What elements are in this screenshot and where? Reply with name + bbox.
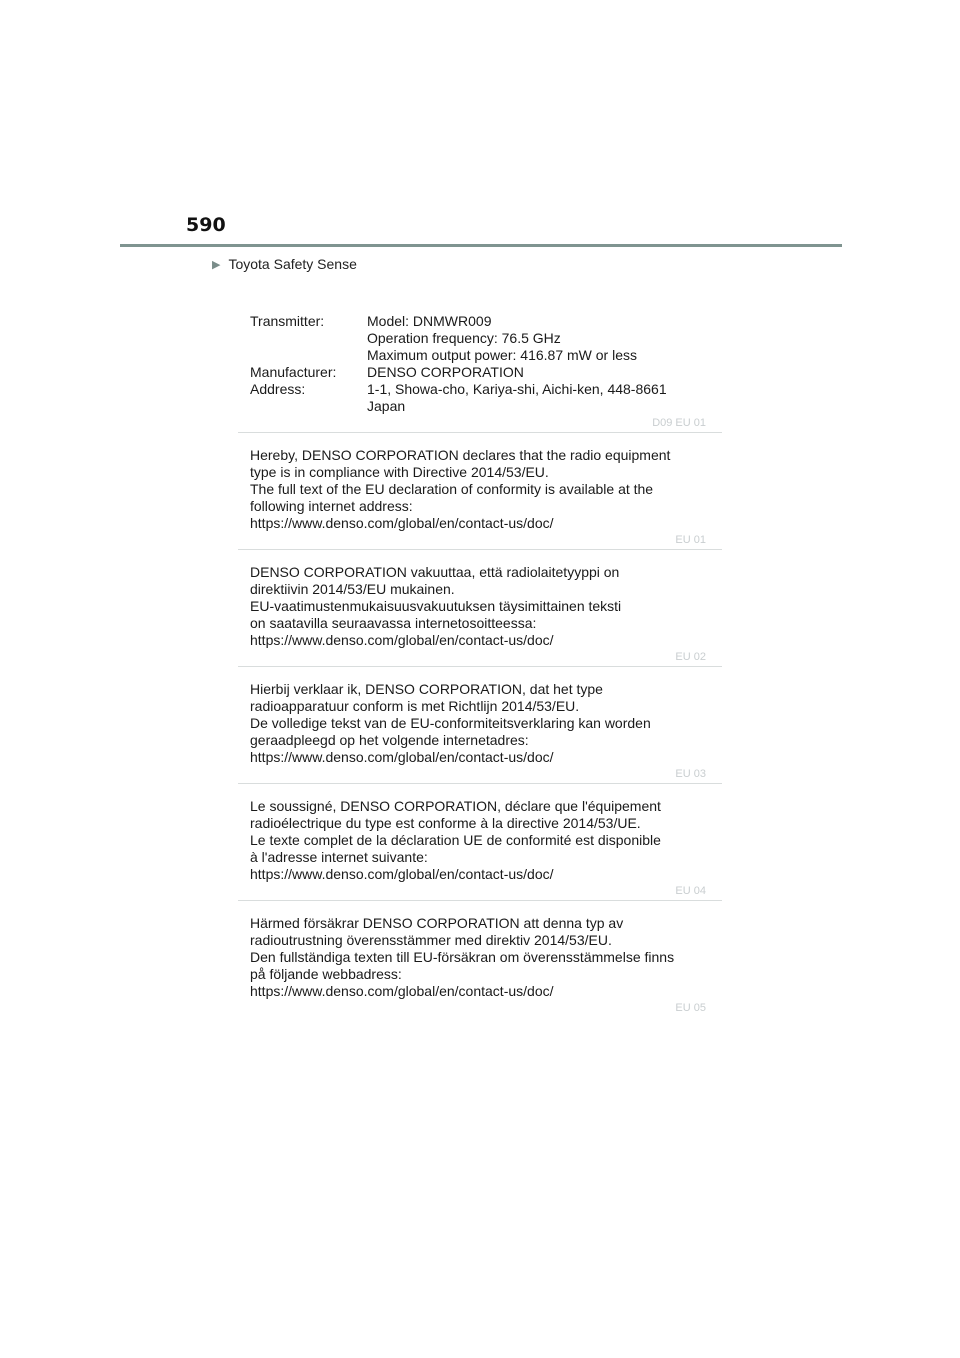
declaration-line: https://www.denso.com/global/en/contact-us/doc/ xyxy=(250,515,554,531)
spec-line: Japan xyxy=(367,398,406,414)
spec-line: Model: DNMWR009 xyxy=(367,313,492,329)
declaration-line: på följande webbadress: xyxy=(250,966,402,982)
section-divider xyxy=(238,666,722,667)
declaration-line: Le soussigné, DENSO CORPORATION, déclare que l'équipement xyxy=(250,798,661,814)
spec-value xyxy=(367,313,720,364)
declaration-block xyxy=(250,564,720,667)
spec-label: Transmitter: xyxy=(250,313,325,329)
spec-value xyxy=(367,381,720,415)
spec-line: DENSO CORPORATION xyxy=(367,364,524,380)
declaration-line: https://www.denso.com/global/en/contact-us/doc/ xyxy=(250,749,554,765)
declaration-line: EU-vaatimustenmukaisuusvakuutuksen täysimittainen teksti xyxy=(250,598,622,614)
declaration-line: à l'adresse internet suivante: xyxy=(250,849,428,865)
section-heading xyxy=(212,256,357,272)
declaration-block xyxy=(250,798,720,901)
reference-code: EU 04 xyxy=(675,885,706,897)
declaration-line: Hierbij verklaar ik, DENSO CORPORATION, dat het type xyxy=(250,681,603,697)
reference-code: EU 02 xyxy=(675,651,706,663)
reference-code: EU 01 xyxy=(675,534,706,546)
declaration-line: https://www.denso.com/global/en/contact-us/doc/ xyxy=(250,983,554,999)
reference-code: EU 03 xyxy=(675,768,706,780)
declaration-block xyxy=(250,915,720,1015)
declaration-line: direktiivin 2014/53/EU mukainen. xyxy=(250,581,455,597)
spec-row xyxy=(250,313,720,364)
spec-value xyxy=(367,364,720,381)
section-divider xyxy=(238,549,722,550)
section-divider xyxy=(238,900,722,901)
declaration-line: The full text of the EU declaration of conformity is available at the xyxy=(250,481,654,497)
section-divider xyxy=(238,432,722,433)
declaration-block xyxy=(250,681,720,784)
section-title: Toyota Safety Sense xyxy=(228,256,357,272)
spec-line: Operation frequency: 76.5 GHz xyxy=(367,330,561,346)
declaration-line: https://www.denso.com/global/en/contact-us/doc/ xyxy=(250,866,554,882)
declaration-line: on saatavilla seuraavassa internetosoitteessa: xyxy=(250,615,537,631)
declaration-line: radioutrustning överensstämmer med direktiv 2014/53/EU. xyxy=(250,932,612,948)
declaration-line: DENSO CORPORATION vakuuttaa, että radiolaitetyyppi on xyxy=(250,564,620,580)
declaration-line: Den fullständiga texten till EU-försäkran om överensstämmelse finns xyxy=(250,949,675,965)
spec-line: Maximum output power: 416.87 mW or less xyxy=(367,347,637,363)
reference-code: EU 05 xyxy=(675,1002,706,1014)
declaration-body xyxy=(250,313,720,1015)
reference-code: D09 EU 01 xyxy=(652,417,706,429)
declaration-line: Hereby, DENSO CORPORATION declares that the radio equipment xyxy=(250,447,671,463)
header-rule xyxy=(120,244,842,247)
declaration-line: De volledige tekst van de EU-conformiteitsverklaring kan worden xyxy=(250,715,651,731)
declaration-line: type is in compliance with Directive 2014/53/EU. xyxy=(250,464,549,480)
spec-row xyxy=(250,364,720,381)
declarations-list xyxy=(250,447,720,1015)
declaration-block xyxy=(250,447,720,550)
declaration-line: radioélectrique du type est conforme à la directive 2014/53/UE. xyxy=(250,815,641,831)
page-number: 590 xyxy=(186,214,226,236)
declaration-line: radioapparatuur conform is met Richtlijn 2014/53/EU. xyxy=(250,698,580,714)
declaration-line: Le texte complet de la déclaration UE de conformité est disponible xyxy=(250,832,661,848)
declaration-line: following internet address: xyxy=(250,498,413,514)
spec-label: Address: xyxy=(250,381,306,397)
transmitter-spec xyxy=(250,313,720,433)
declaration-line: geraadpleegd op het volgende internetadres: xyxy=(250,732,529,748)
section-divider xyxy=(238,783,722,784)
spec-label: Manufacturer: xyxy=(250,364,337,380)
spec-line: 1-1, Showa-cho, Kariya-shi, Aichi-ken, 448-8661 xyxy=(367,381,667,397)
declaration-line: https://www.denso.com/global/en/contact-us/doc/ xyxy=(250,632,554,648)
declaration-line: Härmed försäkrar DENSO CORPORATION att denna typ av xyxy=(250,915,624,931)
triangle-right-icon: ▶ xyxy=(212,258,221,271)
spec-row xyxy=(250,381,720,415)
